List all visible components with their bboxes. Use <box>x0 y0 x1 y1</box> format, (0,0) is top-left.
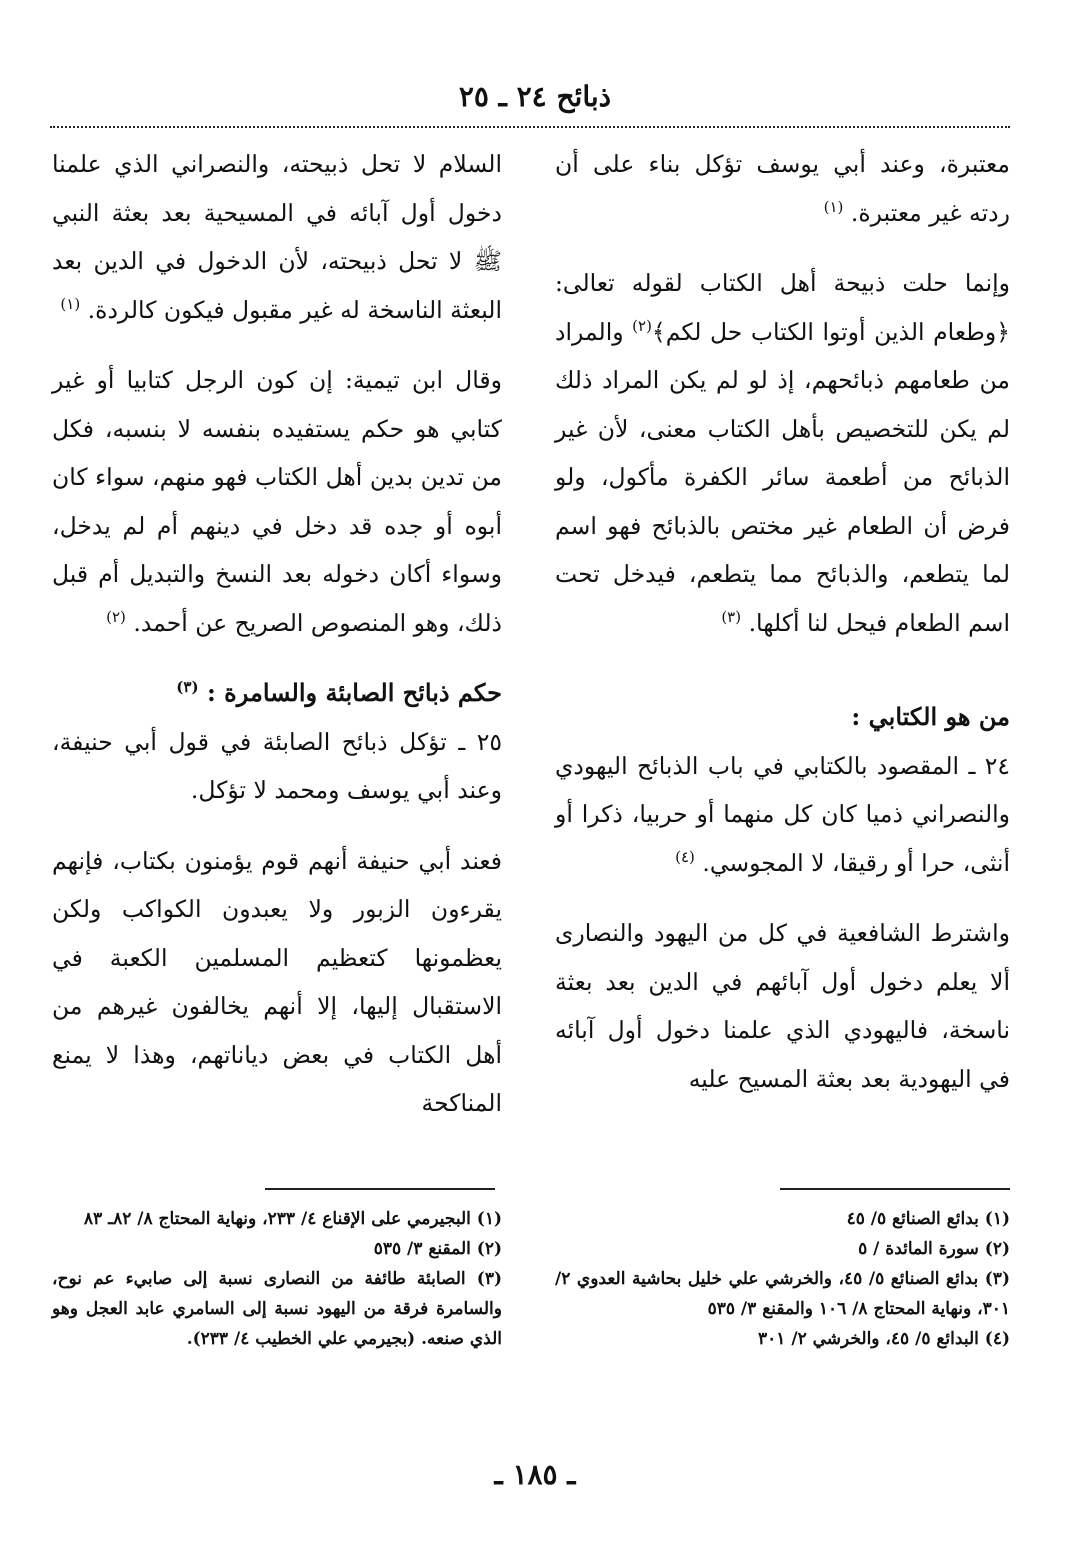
running-head: ذبائح ٢٤ ـ ٢٥ <box>458 80 612 113</box>
footnotes-right <box>555 1204 1010 1354</box>
paragraph: ٢٤ ـ المقصود بالكتابي في باب الذبائح اليهودي والنصراني ذميا كان كل منهما أو حربيا، ذكرا أو أنثى، حرا أو رقيقا، لا المجوسي. $^{(٤)}$ <box>555 751 1010 877</box>
paragraph: وإنما حلت ذبيحة أهل الكتاب لقوله تعالى: ﴿وطعام الذين أوتوا الكتاب حل لكم﴾$^{(٢)}$ والمراد من طعامهم ذبائحهم، إذ لو لم يكن المراد ذلك لم يكن للتخصيص بأهل الكتاب معنى، لأن غير الذبائح من أطعمة سائر الكفرة مأكول، ولو فرض أن الطعام غير مختص بالذبائح فهو اسم لما يتطعم، والذبائح مما يتطعم، فيدخل تحت اسم الطعام فيحل لنا أكلها. $^{(٣)}$ <box>555 269 1010 637</box>
paragraph: السلام لا تحل ذبيحته، والنصراني الذي علمنا دخول أول آبائه في المسيحية بعد بعثة النبي ﷺ لا تحل ذبيحته، لأن الدخول في الدين بعد البعثة الناسخة له غير مقبول فيكون كالردة. $^{(١)}$ <box>52 150 502 324</box>
section-heading: من هو الكتابي : <box>851 702 1010 731</box>
page-number: ـ ١٨٥ ـ <box>494 1458 576 1491</box>
paragraph: وقال ابن تيمية: إن كون الرجل كتابيا أو غير كتابي هو حكم يستفيده بنفسه لا بنسبه، فكل من تدين بدين أهل الكتاب فهو منهم، سواء كان أبوه أو جده قد دخل في دينهم أم لم يدخل، وسواء أكان دخوله بعد النسخ والتبديل أم قبل ذلك، وهو المنصوص الصريح عن أحمد. $^{(٢)}$ <box>52 366 502 637</box>
footnote: (٣) الصابئة طائفة من النصارى نسبة إلى صابيء عم نوح، والسامرة فرقة من اليهود نسبة إلى السامري عابد العجل وهو الذي صنعه. (بجيرمي علي الخطيب ٤/ ٢٣٣). <box>52 1269 502 1349</box>
header-divider <box>50 126 1010 128</box>
footnote-ref[interactable]: (٢) <box>632 316 652 335</box>
footnote: (٤) البدائع ٥/ ٤٥، والخرشي ٢/ ٣٠١ <box>758 1329 1010 1349</box>
paragraph: معتبرة، وعند أبي يوسف تؤكل بناء على أن ردته غير معتبرة. $^{(١)}$ <box>555 150 1010 227</box>
footnote: (١) البجيرمي على الإقناع ٤/ ٢٣٣، ونهاية المحتاج ٨/ ٨٢ـ ٨٣ <box>83 1209 502 1229</box>
footnotes-left <box>52 1204 502 1354</box>
footnote: (٢) سورة المائدة / ٥ <box>858 1239 1010 1259</box>
paragraph: واشترط الشافعية في كل من اليهود والنصارى ألا يعلم دخول أول آبائهم في الدين بعد بعثة ناسخة، فاليهودي الذي علمنا دخول أول آبائه في اليهودية بعد بعثة المسيح عليه <box>555 919 1010 1093</box>
footnote-ref[interactable]: (١) <box>823 197 844 216</box>
footnote: (١) بدائع الصنائع ٥/ ٤٥ <box>846 1209 1010 1229</box>
footnote: (٢) المقنع ٣/ ٥٣٥ <box>373 1239 502 1259</box>
right-column <box>555 140 1010 1103</box>
section-heading: حكم ذبائح الصابئة والسامرة : $^{(٣)}$ <box>176 678 502 707</box>
footnote-divider <box>265 1188 495 1190</box>
footnote-ref[interactable]: (٢) <box>106 607 126 626</box>
paragraph: ٢٥ ـ تؤكل ذبائح الصابئة في قول أبي حنيفة، وعند أبي يوسف ومحمد لا تؤكل. <box>52 727 502 804</box>
paragraph: فعند أبي حنيفة أنهم قوم يؤمنون بكتاب، فإنهم يقرءون الزبور ولا يعبدون الكواكب ولكن يعظمونها كتعظيم المسلمين الكعبة في الاستقبال إليها، إلا أنهم يخالفون غيرهم من أهل الكتاب في بعض دياناتهم، وهذا لا يمنع المناكحة <box>52 846 502 1117</box>
footnote-ref[interactable]: (٤) <box>675 847 695 866</box>
footnote: (٣) بدائع الصنائع ٥/ ٤٥، والخرشي علي خليل بحاشية العدوي ٢/ ٣٠١، ونهاية المحتاج ٨/ ١٠٦ والمقنع ٣/ ٥٣٥ <box>555 1269 1010 1319</box>
footnote-ref[interactable]: (٣) <box>721 607 742 626</box>
footnote-ref[interactable]: (٣) <box>176 678 199 696</box>
left-column <box>52 140 502 1128</box>
footnote-ref[interactable]: (١) <box>60 294 81 313</box>
footnote-divider <box>780 1188 1010 1190</box>
